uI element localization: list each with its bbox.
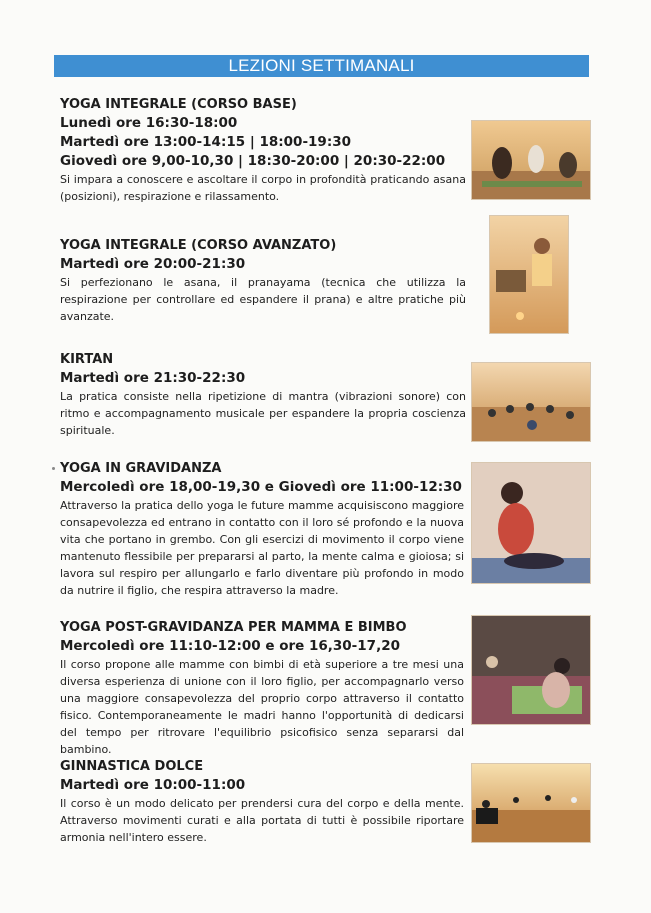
course-schedule: Martedì ore 20:00-21:30 (60, 256, 246, 272)
course-description: Il corso propone alle mamme con bimbi di età superiore a tre mesi una diversa esperienza di unione con il loro figlio, per accompagnarlo verso una maggiore consapevolezza del proprio corpo attraverso il contatto fisico. Contemporaneamente le madri hanno l'opportunità di dedicarsi del tempo per ritrovare l'equilibrio psicofisico senza separarsi dal bambino. (60, 658, 464, 756)
course-description: La pratica consiste nella ripetizione di mantra (vibrazioni sonore) con ritmo e accompagnamento musicale per espandere la propria coscienza spirituale. (60, 390, 466, 437)
gentle-gym-photo (471, 763, 591, 843)
scan-speck (52, 467, 55, 470)
course-kirtan (60, 350, 466, 439)
course-title: YOGA IN GRAVIDANZA (60, 461, 222, 476)
course-schedule: Mercoledì ore 11:10-12:00 e ore 16,30-17,20 (60, 638, 400, 654)
course-schedule: Lunedì ore 16:30-18:00 (60, 115, 238, 131)
course-title: YOGA POST-GRAVIDANZA PER MAMMA E BIMBO (60, 620, 407, 635)
course-title: YOGA INTEGRALE (CORSO BASE) (60, 97, 297, 112)
course-description: Attraverso la pratica dello yoga le future mamme acquisiscono maggiore consapevolezza ed entrano in contatto con il loro sé profondo e la nuova vita che portano in grembo. Con gli esercizi di movimento il corpo viene mantenuto flessibile per prepararsi al parto, la mente calma e gioiosa; si lavora sul respiro per allungarlo e farlo diventare più profondo in modo da nutrire il figlio, che respira attraverso la madre. (60, 499, 464, 597)
course-description: Si impara a conoscere e ascoltare il corpo in profondità praticando asana (posizioni), respirazione e rilassamento. (60, 173, 466, 203)
course-title: GINNASTICA DOLCE (60, 759, 204, 774)
course-schedule: Martedì ore 10:00-11:00 (60, 777, 246, 793)
kirtan-circle-photo (471, 362, 591, 442)
course-post-pregnancy (60, 618, 464, 758)
course-schedule: Giovedì ore 9,00-10,30 | 18:30-20:00 | 20:30-22:00 (60, 153, 446, 169)
pregnant-woman-photo (471, 462, 591, 584)
course-description: Si perfezionano le asana, il pranayama (tecnica che utilizza la respirazione per controllare ed espandere il prana) e altre pratiche più avanzate. (60, 276, 466, 323)
course-schedule: Martedì ore 13:00-14:15 | 18:00-19:30 (60, 134, 352, 150)
yoga-class-photo (471, 120, 591, 200)
teacher-photo (489, 215, 569, 334)
course-title: KIRTAN (60, 352, 114, 367)
mother-baby-photo (471, 615, 591, 725)
course-pregnancy-yoga (60, 459, 464, 599)
course-schedule: Mercoledì ore 18,00-19,30 e Giovedì ore 11:00-12:30 (60, 479, 462, 495)
course-title: YOGA INTEGRALE (CORSO AVANZATO) (60, 238, 337, 253)
course-yoga-base (60, 95, 466, 205)
course-gentle-gym (60, 757, 464, 846)
course-schedule: Martedì ore 21:30-22:30 (60, 370, 246, 386)
course-yoga-advanced (60, 236, 466, 325)
course-description: Il corso è un modo delicato per prendersi cura del corpo e della mente. Attraverso movimenti curati e alla portata di tutti è possibile riportare armonia nell'intero essere. (60, 797, 464, 844)
page-banner: LEZIONI SETTIMANALI (54, 55, 589, 77)
